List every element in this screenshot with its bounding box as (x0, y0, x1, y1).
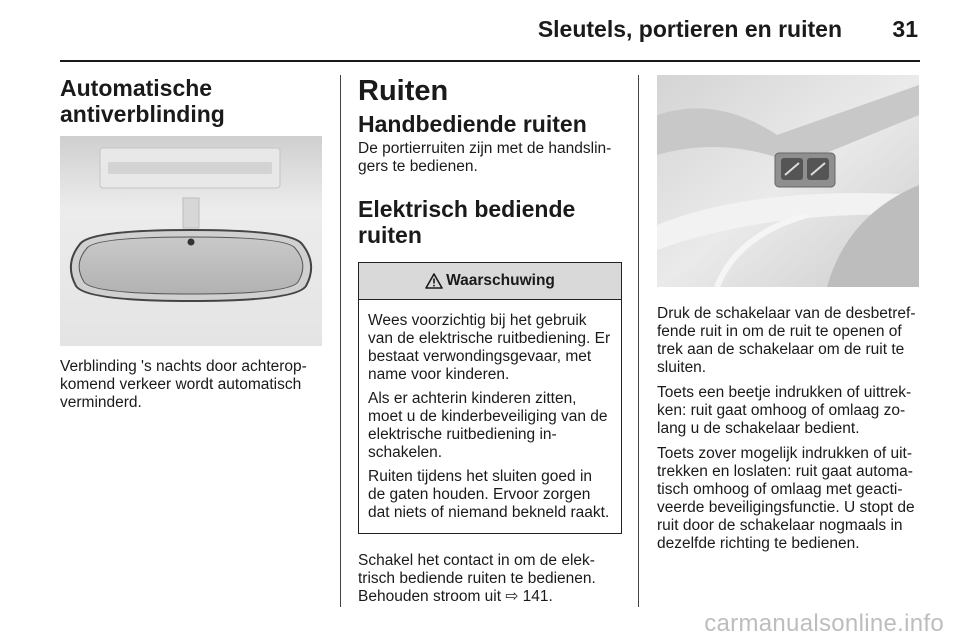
warning-header (359, 263, 621, 300)
antiglare-heading (60, 75, 325, 127)
retained-power-text (358, 588, 623, 606)
watermark: carmanualsonline.info (704, 610, 944, 637)
column-divider-2 (638, 75, 639, 607)
retained-power-label: Behouden stroom uit (358, 588, 502, 605)
warning-triangle-icon (425, 273, 443, 289)
header-title: Sleutels, portieren en ruiten (537, 16, 842, 42)
rearview-mirror-illustration (60, 136, 322, 346)
page-number: 31 (892, 16, 918, 42)
antiglare-text: Verblinding 's nachts door achterop-komend verkeer wordt automatisch verminderd. (60, 358, 307, 411)
header-rule (60, 60, 920, 62)
electric-windows-instructions (358, 552, 623, 606)
column-windows (358, 75, 623, 613)
retained-power-page-ref[interactable]: 141. (522, 588, 553, 605)
column-divider-1 (340, 75, 341, 607)
windows-title: Ruiten (358, 75, 449, 107)
warning-body (359, 300, 621, 533)
warning-paragraph: Wees voorzichtig bij het gebruik van de elektrische ruitbediening. Er bestaat verwondingsgevaar, met name voor kinderen. (368, 312, 611, 383)
warning-box (358, 262, 622, 534)
electric-windows-heading: Elektrisch bediende ruiten (358, 196, 576, 248)
warning-title: Waarschuwing (446, 272, 555, 289)
warning-paragraph: Als er achterin kinderen zitten, moet u de kinderbeveiliging van de elektrische ruitbediening in-schakelen. (368, 390, 608, 461)
antiglare-heading-line2: antiverblinding (60, 101, 225, 127)
antiglare-heading-line1: Automatische (60, 75, 213, 101)
column-switch (657, 75, 922, 560)
warning-paragraph: Ruiten tijdens het sluiten goed in de gaten houden. Ervoor zorgen dat niets of niemand bekneld raakt. (368, 468, 610, 521)
manual-windows-heading: Handbediende ruiten (358, 111, 587, 137)
mirror-photo (60, 136, 322, 346)
manual-windows-text: De portierruiten zijn met de handslin-gers te bedienen. (358, 140, 612, 175)
page-header (0, 0, 960, 62)
door-switch-illustration (657, 75, 919, 287)
switch-text: Druk de schakelaar van de desbetref-fende ruit in om de ruit te openen of trek aan de schakelaar om de ruit te sluiten. (657, 305, 916, 376)
switch-text: Toets zover mogelijk indrukken of uit-trekken en loslaten: ruit gaat automa-tisch omhoog of omlaag met geacti-veerde beveiligingsfunctie. U stopt de ruit door de schakelaar nogmaals in dezelfde richting te bedienen. (657, 445, 915, 552)
window-switch-photo (657, 75, 919, 287)
column-mirror (60, 75, 325, 419)
page-reference-arrow-icon: ⇨ (505, 588, 519, 605)
ignition-text: Schakel het contact in om de elek-trisch bediende ruiten te bedienen. (358, 552, 596, 587)
switch-text: Toets een beetje indrukken of uittrek-ken: ruit gaat omhoog of omlaag zo-lang u de schakelaar bedient. (657, 384, 912, 437)
